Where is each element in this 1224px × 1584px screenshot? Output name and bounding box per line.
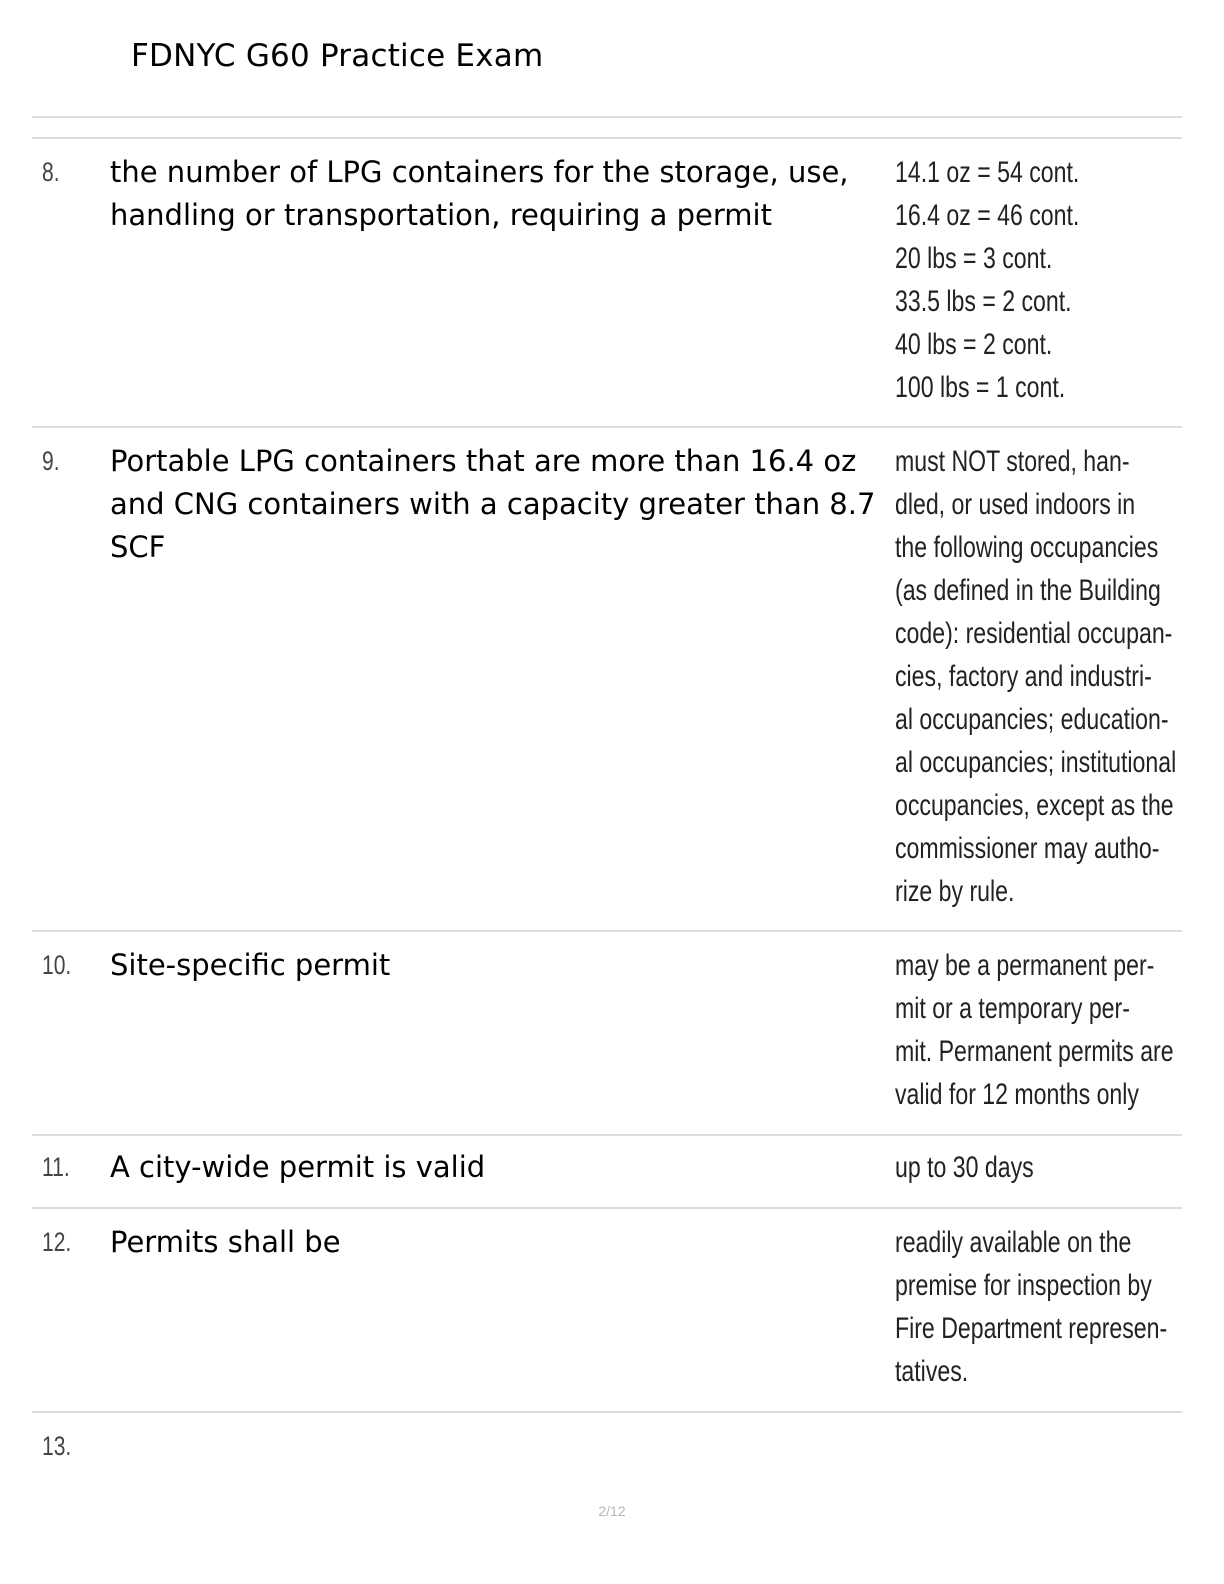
card-definition — [895, 440, 1177, 913]
row-divider — [32, 1207, 1182, 1209]
definition-line: al occupancies; education- — [895, 703, 1169, 736]
card-number: 13. — [42, 1431, 72, 1461]
card-definition — [895, 151, 1165, 409]
definition-line: Fire Department represen- — [895, 1312, 1168, 1345]
card-term: the number of LPG containers for the storage, use, handling or transportation, requiring a permit — [110, 155, 849, 232]
definition-line: tatives. — [895, 1355, 969, 1388]
definition-line: rize by rule. — [895, 875, 1015, 908]
flashcard-row — [32, 151, 1182, 411]
card-term: A city-wide permit is valid — [110, 1150, 486, 1184]
definition-line: 40 lbs = 2 cont. — [895, 328, 1053, 361]
flashcard-row — [32, 944, 1182, 1124]
card-definition — [895, 1221, 1168, 1393]
definition-line: premise for inspection by — [895, 1269, 1152, 1302]
row-divider — [32, 930, 1182, 932]
definition-line: readily available on the — [895, 1226, 1132, 1259]
definition-line: must NOT stored, han- — [895, 445, 1130, 478]
card-number: 11. — [42, 1152, 70, 1182]
card-term: Portable LPG containers that are more than 16.4 oz and CNG containers with a capacity greater than 8.7 SCF — [110, 444, 876, 564]
flashcard-row — [32, 1425, 1182, 1475]
definition-line: occupancies, except as the — [895, 789, 1174, 822]
flashcard-row — [32, 1221, 1182, 1401]
flashcard-row — [32, 440, 1182, 915]
flashcard-row — [32, 1146, 1182, 1196]
card-number: 9. — [42, 446, 60, 476]
row-divider — [32, 426, 1182, 428]
definition-line: (as defined in the Building — [895, 574, 1161, 607]
row-divider — [32, 1411, 1182, 1413]
definition-line: mit or a temporary per- — [895, 992, 1130, 1025]
row-divider — [32, 1134, 1182, 1136]
definition-line: up to 30 days — [895, 1151, 1034, 1184]
card-definition — [895, 944, 1174, 1116]
definition-line: dled, or used indoors in — [895, 488, 1136, 521]
header-divider — [32, 116, 1182, 118]
definition-line: 20 lbs = 3 cont. — [895, 242, 1053, 275]
card-number: 8. — [42, 157, 60, 187]
card-number: 10. — [42, 950, 72, 980]
definition-line: valid for 12 months only — [895, 1078, 1139, 1111]
definition-line: mit. Permanent permits are — [895, 1035, 1174, 1068]
definition-line: 16.4 oz = 46 cont. — [895, 199, 1080, 232]
definition-line: the following occupancies — [895, 531, 1159, 564]
row-divider — [32, 137, 1182, 139]
document-title: FDNYC G60 Practice Exam — [131, 38, 544, 74]
definition-line: cies, factory and industri- — [895, 660, 1152, 693]
card-definition — [895, 1146, 1165, 1189]
definition-line: 100 lbs = 1 cont. — [895, 371, 1066, 404]
definition-line: 33.5 lbs = 2 cont. — [895, 285, 1072, 318]
card-term: Site-specific permit — [110, 948, 391, 982]
definition-line: may be a permanent per- — [895, 949, 1155, 982]
definition-line: code): residential occupan- — [895, 617, 1173, 650]
definition-line: 14.1 oz = 54 cont. — [895, 156, 1080, 189]
card-number: 12. — [42, 1227, 72, 1257]
page-indicator: 2/12 — [598, 1503, 626, 1519]
card-term: Permits shall be — [110, 1225, 341, 1259]
definition-line: commissioner may autho- — [895, 832, 1160, 865]
definition-line: al occupancies; institutional — [895, 746, 1177, 779]
